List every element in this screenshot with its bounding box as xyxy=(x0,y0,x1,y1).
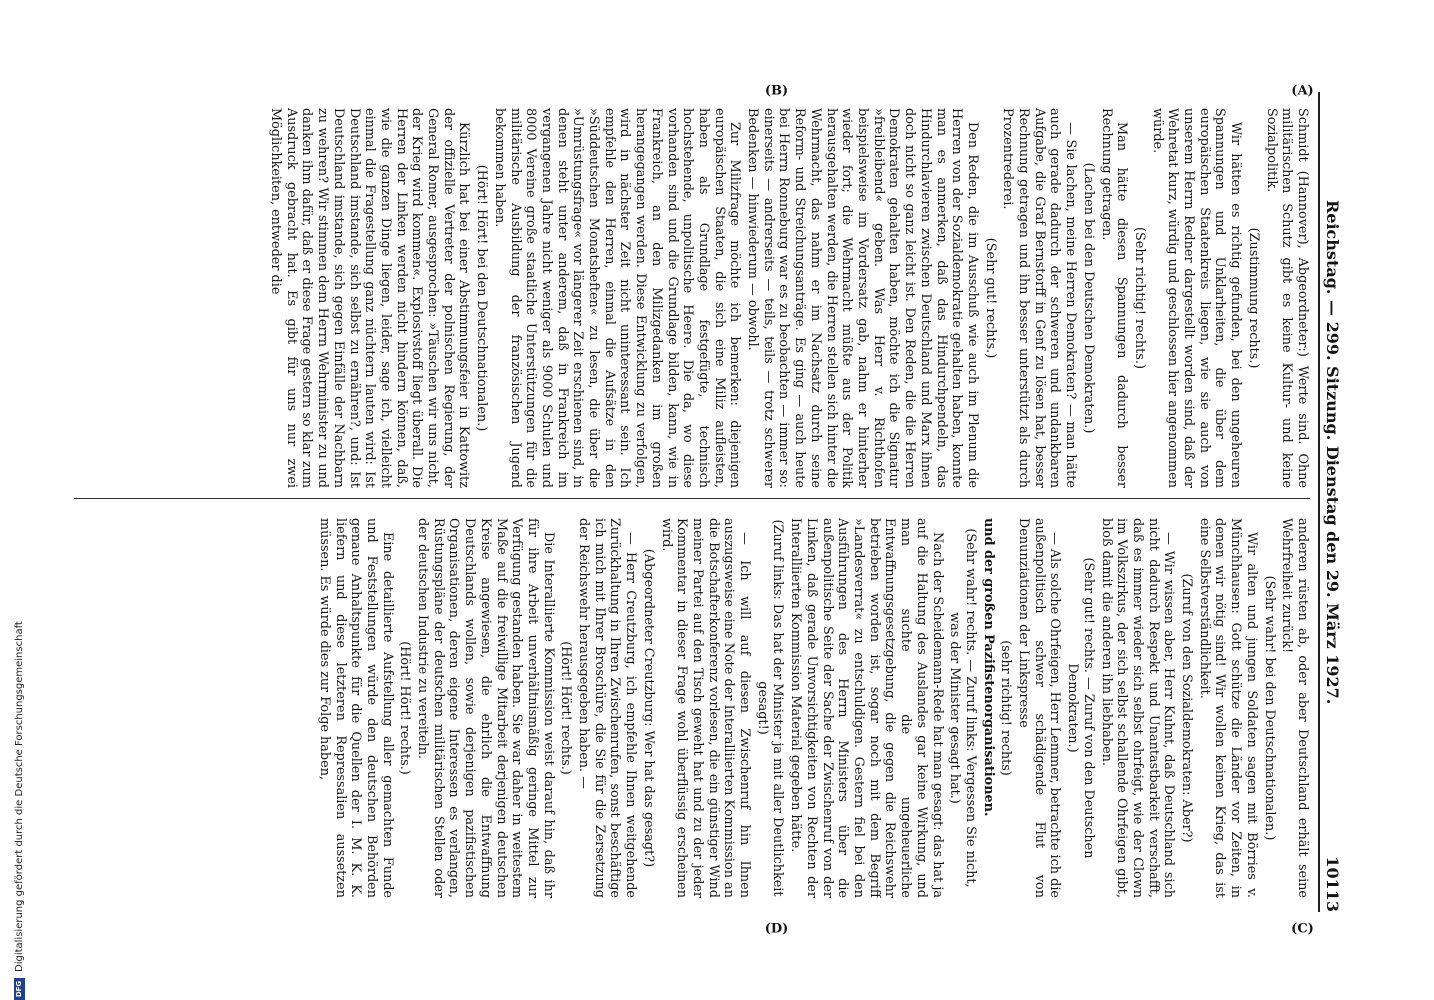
dfg-logo: DFG xyxy=(14,978,25,1000)
margin-marker-b: (B) xyxy=(764,83,789,99)
interjection: (Hört! Hört! rechts.) xyxy=(558,641,574,775)
paragraph: — Ich will auf diesen Zwischenruf hin Ihnen auszugsweise eine Note der Interalliierten Kommission an die Botschafterkonferenz vorlesen, die ein günstiger Wind meiner Partei auf den Tisch geweht hat und zu der jeder Kommentar in dieser Frage wohl überflüssig erscheinen wird. xyxy=(658,518,753,898)
paragraph: — Herr Creutzburg, ich empfehle Ihnen weitgehende Zurückhaltung in Ihren Zwischenrufen, sonst beschäftige ich mich mit Ihrer Broschüre, die Sie für die Zersetzung der Reichswehr herausgegeben haben. — xyxy=(576,518,639,898)
interjection: (Hört! Hört! rechts.) xyxy=(397,641,413,775)
paragraph: Man hätte diesen Spannungen dadurch besser Rechnung getragen. xyxy=(1098,108,1130,488)
interjection: (Zustimmung rechts.) xyxy=(1245,227,1261,369)
page-header xyxy=(1318,92,1342,912)
interjection: (Sehr wahr! rechts. — Zuruf links: Vergessen Sie nicht, was der Minister gesagt hat.) xyxy=(947,528,978,888)
header-title: Reichstag. — 299. Sitzung. Dienstag den 29. März 1927. xyxy=(1323,200,1342,705)
interjection: (Lachen bei den Deutschen Demokraten.) xyxy=(1080,162,1096,434)
paragraph: Wir hätten es richtig gefunden, bei den ungeheuren Spannungen und Unklarheiten, die über dem europäischen Staatenkreis liegen, wie sie auch von unserem Herrn Redner dargestellt worden sind, daß der Wehretat kurz, würdig und geschlossen hier angenommen würde. xyxy=(1149,108,1244,488)
page-number: 10113 xyxy=(1323,856,1342,912)
interjection: (Abgeordneter Creutzburg: Wer hat das gesagt?) xyxy=(640,548,656,868)
interjection: (Sehr wahr! bei den Deutschnationalen.) xyxy=(1261,575,1277,841)
paragraph: — Wir wissen aber, Herr Kuhnt, daß Deutschland sich nicht dadurch Respekt und Unantastbarkeit verschafft, daß es immer wieder sich selbst ohrfeigt, wie der Clown im Volkszirkus, der sich selbst schallende Ohrfeigen gibt, bloß damit die anderen ihn liebhaben. xyxy=(1098,518,1177,898)
right-text-column xyxy=(74,518,1310,898)
margin-marker-d: (D) xyxy=(764,921,789,937)
paragraph: Zur Milizfrage möchte ich bemerken: diejenigen europäischen Staaten, die sich eine Miliz aufleisten, haben als Grundlage festgefügte, technisch hochstehende, unpolitische Heere. Die da, wo diese vorhanden sind und die Grundlage bilden, kann, wie in Frankreich, an den Milizgedanken im großen herangegangen werden. Diese Entwicklung zu verfolgen, wird in nächster Zeit nicht uninteressant sein. Ich empfehle den Herren, einmal die Aufsätze in den »Süddeutschen Monatsheften« zu lesen, die über die »Umrüstungsfrage« vor längerer Zeit erschienen sind, in denen steht unter anderem, daß in Frankreich im vergangenen Jahre nicht weniger als 9000 Schulen und 8000 Vereine große staatliche Unterstützungen für die militärische Ausbildung der französischen Jugend bekommen haben. xyxy=(491,108,743,488)
digitization-credit xyxy=(12,0,26,1000)
left-text-column xyxy=(74,108,1310,488)
paragraph: Die Interalliierte Kommission weist darauf hin, daß ihr für ihre Arbeit unverhältnismäßig geringe Mittel zur Verfügung gestanden haben. Sie war daher in weitestem Maße auf die freiwillige Mitarbeit derjenigen deutschen Kreise angewiesen, die ehrlich die Entwaffnung Deutschlands wollen, sowie derjenigen pazifistischen Organisationen, deren eigene Interessen es verlangen, Rüstungspläne der deutschen militärischen Stellen oder der deutschen Industrie zu vereiteln. xyxy=(415,518,556,898)
column-divider xyxy=(74,498,1310,499)
paragraph: Kürzlich hat bei einer Abstimmungsfeier in Kattowitz der offizielle Vertreter der polnischen Regierung, der General Romer, ausgesprochen: »Täuschen wir uns nicht, der Krieg wird kommen«. Explosivstoff liegt überall. Die Herren der Linken werden nicht hindern können, daß, wie die ganzen Dinge liegen, leider, sage ich, vielleicht einmal die Fragestellung ganz nüchtern lauten wird: Ist Deutschland imstande, sich selbst zu ernähren?, und: Ist Deutschland imstande, sich gegen Einfälle der Nachbarn zu wehren? Wir stimmen dem Herrn Wehrminister zu und danken ihm dafür, daß er diese Frage gestern so klar zum Ausdruck gebracht hat. Es gibt für uns nur zwei Möglichkeiten, entweder die xyxy=(268,108,472,488)
interjection: (sehr richtig! rechts) xyxy=(998,640,1014,776)
paragraph: Eine detaillierte Aufstellung aller gemachten Funde und Feststellungen würde den deutschen Behörden genaue Anhaltspunkte für die Quellen der I. M. K. K. liefern und diese letzteren Repressalien aussetzen müssen. Es würde dies zur Folge haben, xyxy=(316,518,395,898)
paragraph: Nach der Scheidemann-Rede hat man gesagt: das hat ja auf die Haltung des Auslandes gar keine Wirkung, und man suchte die ungeheuerliche Entwaffnungsgesetzgebung, die gegen die Reichswehr betrieben worden ist, sogar noch mit dem Begriff »Landesverrat« zu entschuldigen. Gestern fiel bei den Ausführungen des Herrn Ministers über die außenpolitische Seite der Sache der Zwischenruf von der Linken, daß gerade Unvorsichtigkeiten von Rechten der Interalliierten Kommission Material gegeben hätte. xyxy=(788,518,945,898)
credit-text: Digitalisierung gefördert durch die Deutsche Forschungsgemeinschaft xyxy=(13,621,25,972)
interjection: (Zuruf links: Das hat der Minister ja mit aller Deutlichkeit gesagt!) xyxy=(754,519,786,897)
margin-marker-c: (C) xyxy=(1291,921,1314,937)
paragraph: — Sie lachen, meine Herren Demokraten? — man hätte auch gerade dadurch der schweren und undankbaren Aufgabe, die Graf Bernstorff in Genf zu lösen hat, besser Rechnung getragen und ihn besser unterstützt als durch Prozentrederei. xyxy=(1000,108,1079,488)
paragraph: — Als solche Ohrfeigen, Herr Lemmer, betrachte ich die außenpolitisch schwer schädigende Flut von Denunziationen der Linkspresse xyxy=(1016,518,1063,898)
margin-marker-a: (A) xyxy=(1291,83,1314,99)
interjection: (Sehr richtig! rechts.) xyxy=(1131,227,1147,369)
interjection: (Sehr gut! rechts.) xyxy=(982,237,998,359)
paragraph: Wir alten und jungen Soldaten sagen mit Börries v. Münchhausen: Gott schütze die Länder vor Zeiten, in denen wir nötig sind! Wir wollen keinen Krieg, das ist eine Selbstverständlichkeit. xyxy=(1196,518,1259,898)
paragraph: und der großen Pazifistenorganisationen. xyxy=(980,518,996,817)
paragraph: anderen rüsten ab, oder aber Deutschland erhält seine Wehrfreiheit zurück! xyxy=(1279,518,1310,898)
interjection: (Zuruf von den Sozialdemokraten: Aber?) xyxy=(1179,573,1195,843)
interjection: (Sehr gut! rechts. — Zuruf von den Deutschen Demokraten.) xyxy=(1065,557,1096,859)
paragraph: Schmidt (Hannover), Abgeordneter:) Werte sind. Ohne militärischen Schutz gibt es keine Kultur- und keine Sozialpolitik. xyxy=(1263,108,1310,488)
interjection: (Hört! Hört! bei den Deutschnationalen.) xyxy=(474,164,490,432)
paragraph: Den Reden, die im Ausschuß wie auch im Plenum die Herren von der Sozialdemokratie gehalten haben, konnte man es anmerken, daß das Hindurchpendeln, das Hindurchlavieren zwischen Deutschland und Marx ihnen doch nicht so ganz leicht ist. Den Reden, die die Herren Demokraten gehalten haben, möchte ich die Signatur »freibleibend« geben. Was Herr v. Richthofen beispielsweise im Vordersatz gab, nahm er hinterher wieder fort; die Wehrmacht müßte aus der Politik herausgehalten werden, die Herren stellen sich hinter die Wehrmacht, das nahm er im Nachsatz durch seine Reform- und Streichungsanträge. Es ging — auch heute bei Herrn Ronneburg war es zu beobachten — immer so: einerseits — andrerseits — teils, teils — trotz schwerer Bedenken — hinwiederum — obwohl. xyxy=(745,108,980,488)
